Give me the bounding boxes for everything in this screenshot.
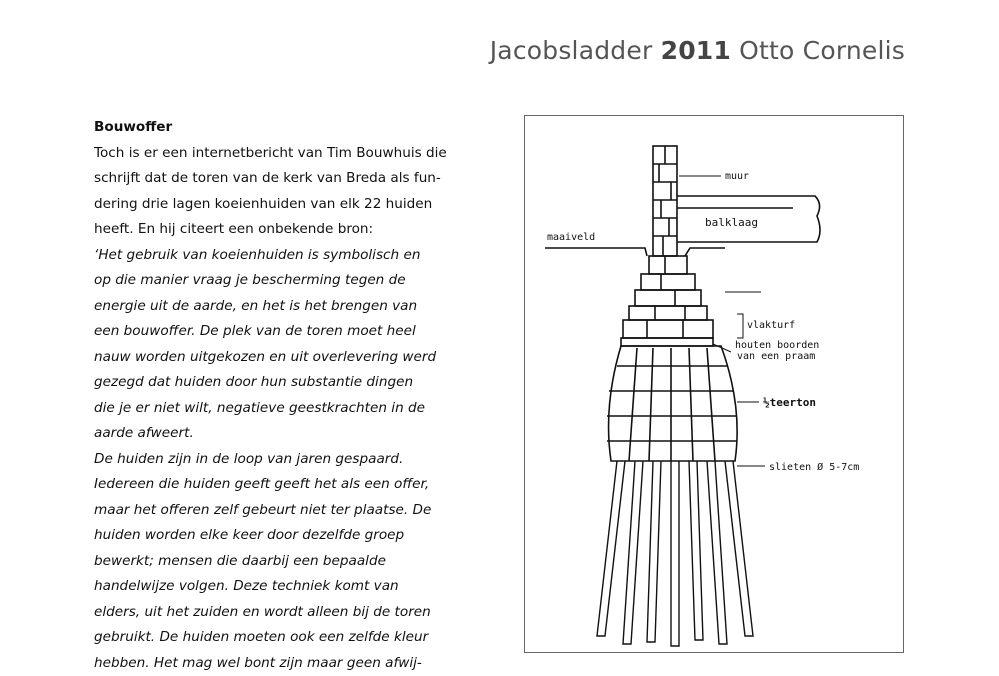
ground-line-left <box>545 248 647 256</box>
text-line: gezegd dat huiden door hun substantie dingen <box>94 370 484 396</box>
text-line: heeft. En hij citeert een onbekende bron: <box>94 217 484 243</box>
text-line: elders, uit het zuiden en wordt alleen bij de toren <box>94 600 484 626</box>
text-line: Toch is er een internetbericht van Tim Bouwhuis die <box>94 141 484 167</box>
page-header <box>490 36 905 65</box>
label-balklaag: balklaag <box>705 216 758 229</box>
text-line: ‘Het gebruik van koeienhuiden is symbolisch en <box>94 243 484 269</box>
tar-barrel <box>607 346 737 461</box>
text-line: nauw worden uitgekozen en uit overlevering werd <box>94 345 484 371</box>
ground-line-right <box>685 248 725 256</box>
label-muur: muur <box>725 171 749 182</box>
text-column <box>94 115 484 676</box>
label-houten-2: van een praam <box>737 351 815 362</box>
piles <box>597 461 753 646</box>
label-houten-1: houten boorden <box>735 340 819 351</box>
footing-courses <box>623 256 761 338</box>
label-maaiveld: maaiveld <box>547 232 595 243</box>
label-vlakturf: vlakturf <box>747 320 795 331</box>
text-line: op die manier vraag je bescherming tegen de <box>94 268 484 294</box>
label-teerton: ½teerton <box>763 396 816 409</box>
drawing-svg <box>525 116 905 654</box>
turf-layer <box>621 338 713 346</box>
header-year: 2011 <box>661 36 731 65</box>
text-line: schrijft dat de toren van de kerk van Breda als fun- <box>94 166 484 192</box>
label-slieten: slieten Ø 5-7cm <box>769 461 859 473</box>
wall <box>653 146 677 256</box>
text-line: huiden worden elke keer door dezelfde groep <box>94 523 484 549</box>
text-line: gebruikt. De huiden moeten ook een zelfde kleur <box>94 625 484 651</box>
foundation-drawing <box>524 115 904 653</box>
text-line: een bouwoffer. De plek van de toren moet heel <box>94 319 484 345</box>
text-line: aarde afweert. <box>94 421 484 447</box>
drawing-labels <box>547 171 859 473</box>
section-heading: Bouwoffer <box>94 115 484 141</box>
header-title: Jacobsladder <box>490 36 653 65</box>
text-line: die je er niet wilt, negatieve geestkrachten in de <box>94 396 484 422</box>
text-line: bewerkt; mensen die daarbij een bepaalde <box>94 549 484 575</box>
text-line: hebben. Het mag wel bont zijn maar geen afwij- <box>94 651 484 676</box>
header-author: Otto Cornelis <box>739 36 905 65</box>
body-text <box>94 141 484 676</box>
text-line: handelwijze volgen. Deze techniek komt van <box>94 574 484 600</box>
text-line: Iedereen die huiden geeft geeft het als een offer, <box>94 472 484 498</box>
text-line: maar het offeren zelf gebeurt niet ter plaatse. De <box>94 498 484 524</box>
text-line: energie uit de aarde, en het is het brengen van <box>94 294 484 320</box>
text-line: dering drie lagen koeienhuiden van elk 22 huiden <box>94 192 484 218</box>
text-line: De huiden zijn in de loop van jaren gespaard. <box>94 447 484 473</box>
